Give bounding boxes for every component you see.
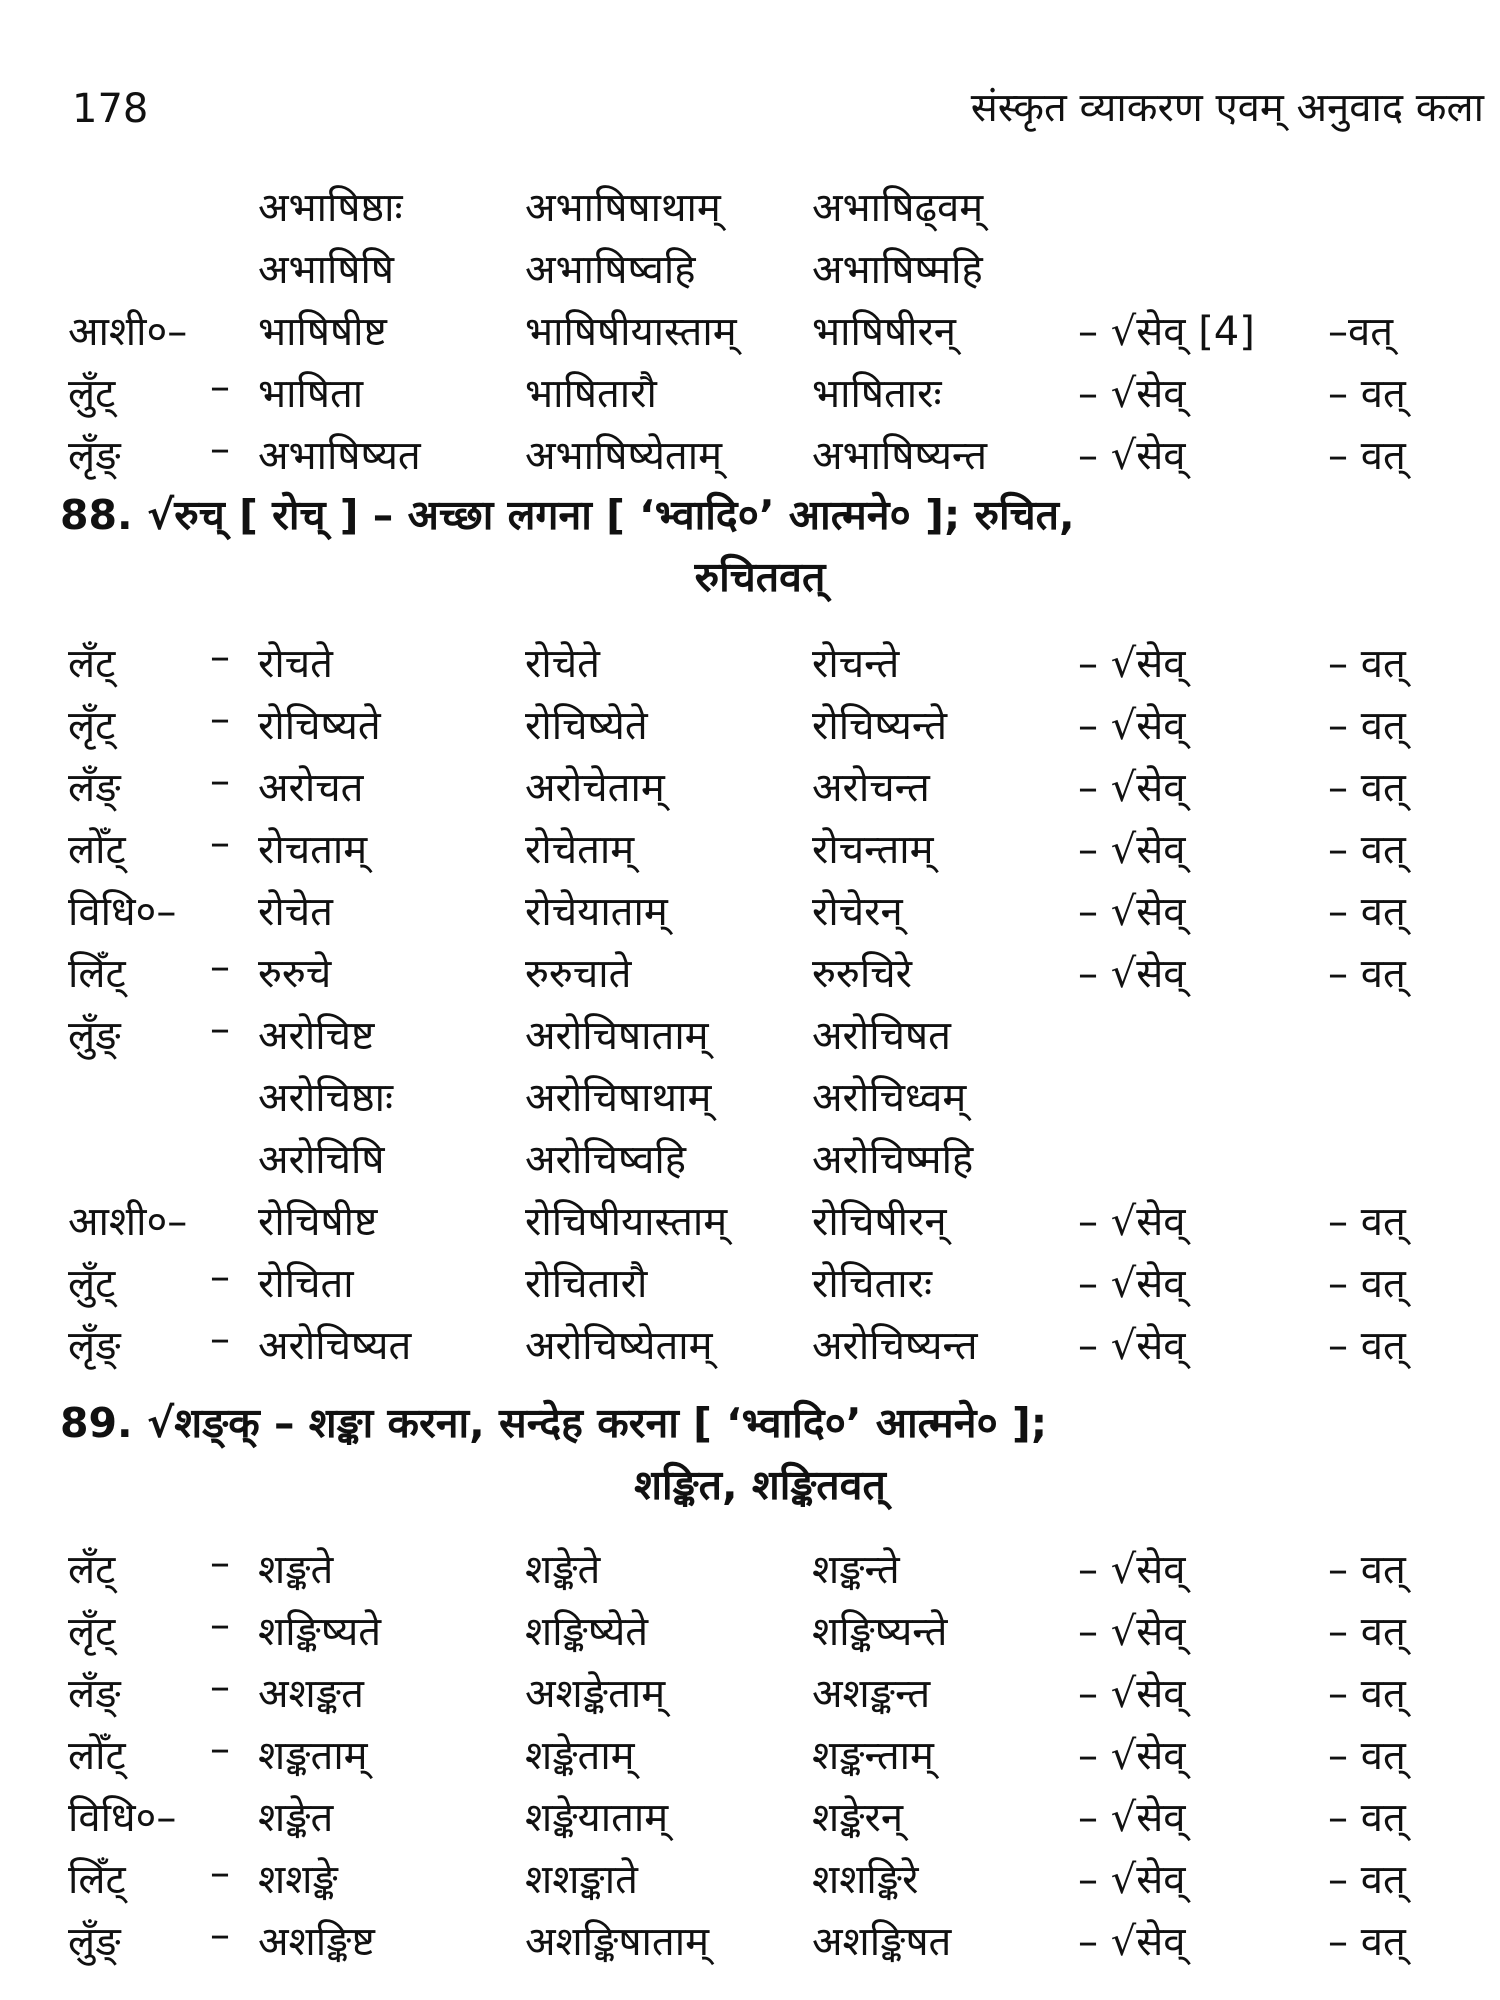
form-singular: अभाषिष्ठाः (258, 185, 403, 231)
note-vat: – वत् (1328, 827, 1406, 873)
form-dual: रोचेताम् (525, 827, 635, 873)
dash: – (210, 1912, 230, 1958)
form-singular: शङ्कते (258, 1547, 334, 1593)
dash: – (210, 1006, 230, 1052)
note-vat: – वत् (1328, 371, 1406, 417)
form-singular: अशङ्कत (258, 1671, 364, 1717)
form-singular: शङ्किष्यते (258, 1609, 382, 1655)
lakara-label: लँङ् (68, 1671, 121, 1717)
note-root: – √सेव् [4] (1078, 309, 1255, 355)
form-singular: शङ्केत (258, 1795, 334, 1841)
lakara-label: विधि०– (68, 1795, 177, 1841)
section-88-heading-line2: रुचितवत् (694, 553, 826, 601)
lakara-label: लुँङ् (68, 1919, 121, 1965)
form-dual: शङ्किष्येते (525, 1609, 649, 1655)
form-singular: अरोचत (258, 765, 364, 811)
note-root: – √सेव् (1078, 1919, 1186, 1965)
table-row (0, 358, 1500, 420)
note-root: – √सेव् (1078, 951, 1186, 997)
form-singular: शशङ्के (258, 1857, 338, 1903)
form-singular: अभाषिष्यत (258, 433, 421, 479)
form-singular: अरोचिष्ठाः (258, 1075, 394, 1121)
note-vat: – वत् (1328, 1261, 1406, 1307)
conjugation-table-89 (0, 1534, 1500, 1968)
table-row (0, 296, 1500, 358)
table-row (0, 1906, 1500, 1968)
form-dual: अरोचिष्येताम् (525, 1323, 713, 1369)
table-row (0, 1658, 1500, 1720)
lakara-label: आशी०– (68, 309, 188, 355)
form-singular: रोचताम् (258, 827, 368, 873)
note-vat: – वत् (1328, 1795, 1406, 1841)
dash: – (210, 364, 230, 410)
form-plural: अरोचिध्वम् (812, 1075, 967, 1121)
form-plural: अरोचन्त (812, 765, 930, 811)
table-row (0, 1000, 1500, 1062)
form-plural: रोचिषीरन् (812, 1199, 947, 1245)
form-dual: रुरुचाते (525, 951, 632, 997)
table-row (0, 1720, 1500, 1782)
lakara-label: लँट् (68, 1547, 116, 1593)
lakara-label: लिँट् (68, 951, 126, 997)
lakara-label: लोँट् (68, 827, 126, 873)
form-singular: रोचिषीष्ट (258, 1199, 378, 1245)
note-vat: – वत् (1328, 433, 1406, 479)
form-dual: अशङ्किषाताम् (525, 1919, 709, 1965)
form-singular: रोचते (258, 641, 333, 687)
lakara-label: लृँट् (68, 703, 116, 749)
form-dual: अरोचिषाथाम् (525, 1075, 712, 1121)
form-plural: शङ्कन्ते (812, 1547, 900, 1593)
note-root: – √सेव् (1078, 1609, 1186, 1655)
note-root: – √सेव् (1078, 371, 1186, 417)
form-plural: अभाषिष्यन्त (812, 433, 988, 479)
table-row (0, 690, 1500, 752)
form-plural: शशङ्किरे (812, 1857, 919, 1903)
form-plural: रोचितारः (812, 1261, 933, 1307)
form-plural: अभाषिढ्वम् (812, 185, 984, 231)
note-vat: – वत् (1328, 1733, 1406, 1779)
form-singular: अभाषिषि (258, 247, 394, 293)
dash: – (210, 634, 230, 680)
table-row (0, 814, 1500, 876)
note-vat: – वत् (1328, 765, 1406, 811)
form-plural: रुरुचिरे (812, 951, 912, 997)
table-row (0, 938, 1500, 1000)
page-number: 178 (72, 86, 149, 132)
form-dual: अभाषिष्येताम् (525, 433, 722, 479)
form-plural: अरोचिष्महि (812, 1137, 974, 1183)
form-dual: रोचेते (525, 641, 600, 687)
note-vat: – वत् (1328, 703, 1406, 749)
form-plural: रोचेरन् (812, 889, 903, 935)
table-row (0, 628, 1500, 690)
form-plural: अरोचिष्यन्त (812, 1323, 978, 1369)
dash: – (210, 1254, 230, 1300)
running-title: संस्कृत व्याकरण एवम् अनुवाद कला (970, 85, 1484, 131)
dash: – (210, 944, 230, 990)
table-row (0, 1062, 1500, 1124)
note-vat: – वत् (1328, 1919, 1406, 1965)
note-root: – √सेव् (1078, 1547, 1186, 1593)
section-88-heading (60, 484, 1460, 608)
form-dual: रोचेयाताम् (525, 889, 668, 935)
form-plural: रोचन्ते (812, 641, 900, 687)
table-row (0, 234, 1500, 296)
dash: – (210, 820, 230, 866)
form-plural: अशङ्कन्त (812, 1671, 931, 1717)
form-singular: रुरुचे (258, 951, 332, 997)
table-row (0, 1186, 1500, 1248)
section-89-heading (60, 1392, 1460, 1516)
section-89-heading-line2: शङ्कित, शङ्कितवत् (634, 1461, 886, 1509)
note-root: – √सेव् (1078, 1857, 1186, 1903)
note-vat: – वत् (1328, 1547, 1406, 1593)
form-singular: रोचेत (258, 889, 333, 935)
table-row (0, 1782, 1500, 1844)
form-plural: रोचन्ताम् (812, 827, 934, 873)
note-vat: – वत् (1328, 1857, 1406, 1903)
note-vat: –वत् (1328, 309, 1394, 355)
form-dual: भाषितारौ (525, 371, 657, 417)
form-plural: अरोचिषत (812, 1013, 951, 1059)
note-root: – √सेव् (1078, 1261, 1186, 1307)
lakara-label: लँङ् (68, 765, 121, 811)
form-plural: अभाषिष्महि (812, 247, 983, 293)
note-vat: – वत् (1328, 1323, 1406, 1369)
dash: – (210, 696, 230, 742)
form-singular: भाषिषीष्ट (258, 309, 387, 355)
table-row (0, 1124, 1500, 1186)
form-plural: शङ्केरन् (812, 1795, 904, 1841)
dash: – (210, 426, 230, 472)
table-row (0, 1310, 1500, 1372)
form-singular: भाषिता (258, 371, 364, 417)
note-root: – √सेव् (1078, 1733, 1186, 1779)
form-dual: रोचिष्येते (525, 703, 648, 749)
table-row (0, 420, 1500, 482)
note-vat: – वत् (1328, 889, 1406, 935)
conjugation-table-88 (0, 628, 1500, 1372)
form-plural: शङ्कन्ताम् (812, 1733, 934, 1779)
lakara-label: लिँट् (68, 1857, 126, 1903)
lakara-label: लँट् (68, 641, 116, 687)
form-dual: अरोचिष्वहि (525, 1137, 686, 1183)
lakara-label: लुँट् (68, 1261, 116, 1307)
form-dual: रोचितारौ (525, 1261, 648, 1307)
dash: – (210, 1850, 230, 1896)
note-vat: – वत् (1328, 951, 1406, 997)
note-vat: – वत् (1328, 1671, 1406, 1717)
table-row (0, 1596, 1500, 1658)
table-row (0, 1844, 1500, 1906)
form-singular: अरोचिष्ट (258, 1013, 375, 1059)
section-88-heading-line1: 88. √रुच् [ रोच् ] – अच्छा लगना [ ‘भ्वादि०’ आत्मने० ]; रुचित, (60, 491, 1075, 539)
form-dual: अशङ्केताम् (525, 1671, 666, 1717)
table-row (0, 876, 1500, 938)
note-root: – √सेव् (1078, 1795, 1186, 1841)
form-dual: शङ्केते (525, 1547, 601, 1593)
note-root: – √सेव् (1078, 1671, 1186, 1717)
note-root: – √सेव् (1078, 433, 1186, 479)
form-dual: अरोचेताम् (525, 765, 665, 811)
lakara-label: लृँङ् (68, 1323, 121, 1369)
form-dual: अभाषिष्वहि (525, 247, 696, 293)
conjugation-table-top (0, 172, 1500, 482)
dash: – (210, 1602, 230, 1648)
section-89-heading-line1: 89. √शङ्क् – शङ्का करना, सन्देह करना [ ‘भ्वादि०’ आत्मने० ]; (60, 1399, 1048, 1447)
note-root: – √सेव् (1078, 1323, 1186, 1369)
form-dual: शशङ्काते (525, 1857, 638, 1903)
lakara-label: लृँङ् (68, 433, 121, 479)
form-dual: भाषिषीयास्ताम् (525, 309, 737, 355)
form-singular: रोचिष्यते (258, 703, 381, 749)
table-row (0, 1248, 1500, 1310)
lakara-label: विधि०– (68, 889, 177, 935)
note-root: – √सेव् (1078, 703, 1186, 749)
dash: – (210, 1316, 230, 1362)
form-singular: अशङ्किष्ट (258, 1919, 375, 1965)
form-plural: भाषिषीरन् (812, 309, 956, 355)
note-vat: – वत् (1328, 1199, 1406, 1245)
form-singular: रोचिता (258, 1261, 354, 1307)
dash: – (210, 758, 230, 804)
lakara-label: लुँट् (68, 371, 116, 417)
note-root: – √सेव् (1078, 1199, 1186, 1245)
form-dual: रोचिषीयास्ताम् (525, 1199, 728, 1245)
form-singular: अरोचिष्यत (258, 1323, 412, 1369)
form-plural: भाषितारः (812, 371, 942, 417)
form-plural: रोचिष्यन्ते (812, 703, 947, 749)
note-vat: – वत् (1328, 641, 1406, 687)
lakara-label: लृँट् (68, 1609, 116, 1655)
table-row (0, 1534, 1500, 1596)
table-row (0, 172, 1500, 234)
form-singular: शङ्कताम् (258, 1733, 368, 1779)
form-dual: अभाषिषाथाम् (525, 185, 721, 231)
note-root: – √सेव् (1078, 827, 1186, 873)
dash: – (210, 1726, 230, 1772)
page-header (0, 78, 1500, 138)
form-dual: अरोचिषाताम् (525, 1013, 709, 1059)
form-plural: अशङ्किषत (812, 1919, 952, 1965)
dash: – (210, 1540, 230, 1586)
lakara-label: लुँङ् (68, 1013, 121, 1059)
dash: – (210, 1664, 230, 1710)
note-root: – √सेव् (1078, 641, 1186, 687)
note-root: – √सेव् (1078, 765, 1186, 811)
table-row (0, 752, 1500, 814)
form-singular: अरोचिषि (258, 1137, 385, 1183)
form-plural: शङ्किष्यन्ते (812, 1609, 948, 1655)
lakara-label: लोँट् (68, 1733, 126, 1779)
form-dual: शङ्केताम् (525, 1733, 635, 1779)
note-vat: – वत् (1328, 1609, 1406, 1655)
lakara-label: आशी०– (68, 1199, 188, 1245)
form-dual: शङ्केयाताम् (525, 1795, 669, 1841)
note-root: – √सेव् (1078, 889, 1186, 935)
